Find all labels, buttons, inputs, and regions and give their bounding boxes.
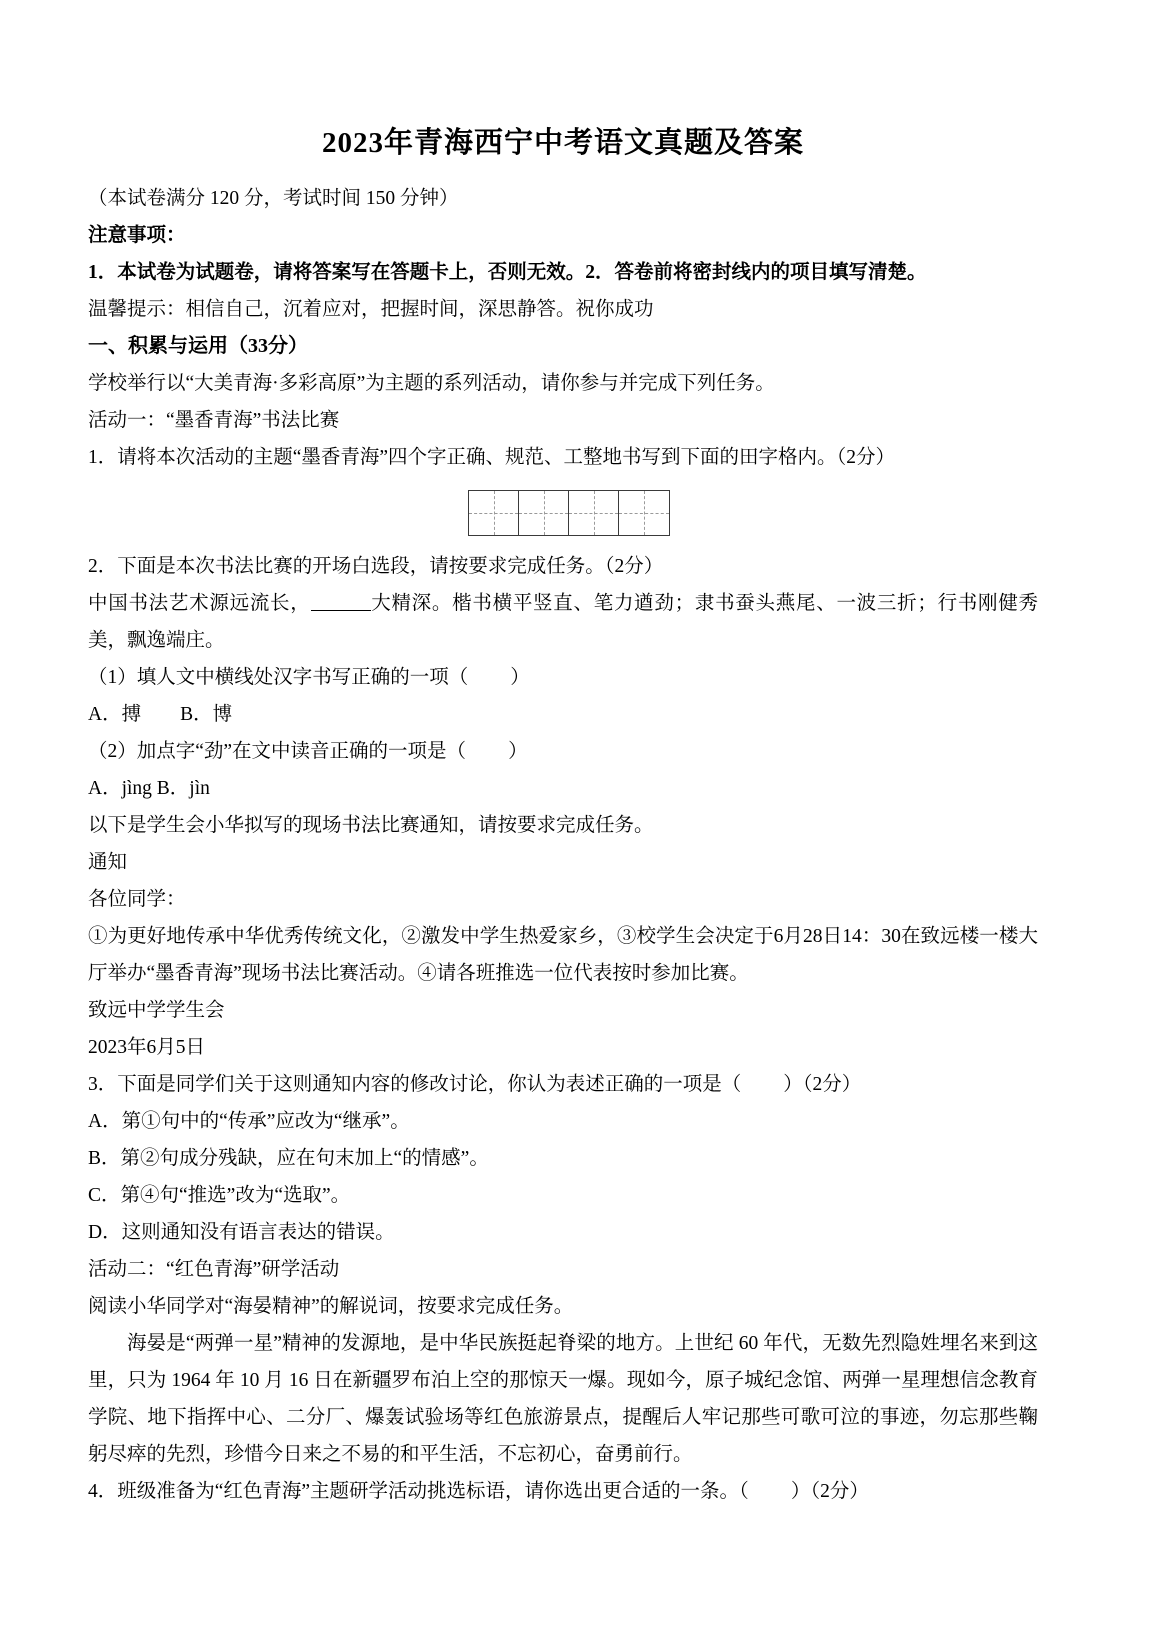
notice-heading: 注意事项：: [88, 225, 186, 247]
question-2-sub1-options: A．搏 B．博: [88, 704, 233, 726]
question-3-stem: [88, 1066, 1038, 1103]
question-2-sub2-options: A．jìng B．jìn: [88, 778, 210, 800]
question-4-stem-close: ）（2分）: [790, 1481, 869, 1503]
activity-two-lead-in: 阅读小华同学对“海晏精神”的解说词，按要求完成任务。: [88, 1296, 574, 1318]
activity-one-label: 活动一：“墨香青海”书法比赛: [88, 410, 340, 432]
question-2-sub1-prompt-close: ）: [510, 667, 530, 689]
question-2-passage-after: 大精深。楷书横平竖直、笔力遒劲；隶书蚕头燕尾、一波三折；行书刚健秀美，飘逸端庄。: [88, 593, 1038, 652]
question-4-stem-text: 4．班级准备为“红色青海”主题研学活动挑选标语，请你选出更合适的一条。（: [88, 1481, 749, 1503]
activity-two-label: 活动二：“红色青海”研学活动: [88, 1259, 340, 1281]
question-2-sub2-prompt-text: （2）加点字“劲”在文中读音正确的一项是（: [88, 741, 467, 763]
warm-tip: 温馨提示：相信自己，沉着应对，把握时间，深思静答。祝你成功: [88, 299, 654, 321]
notice-lead-in: 以下是学生会小华拟写的现场书法比赛通知，请按要求完成任务。: [88, 815, 654, 837]
question-3-stem-close: ）（2分）: [783, 1074, 862, 1096]
notice-title: 通知: [88, 852, 128, 874]
question-3-option-b: B．第②句成分残缺，应在句末加上“的情感”。: [88, 1148, 489, 1170]
section-one-intro: 学校举行以“大美青海·多彩高原”为主题的系列活动，请你参与并完成下列任务。: [88, 373, 775, 395]
question-4-stem: [88, 1473, 1038, 1510]
question-2-stem: 2．下面是本次书法比赛的开场白选段，请按要求完成任务。（2分）: [88, 556, 664, 578]
tianzige-cell: [569, 491, 619, 535]
question-2-sub1-prompt: [88, 659, 1038, 696]
notice-body-text: ①为更好地传承中华优秀传统文化，②激发中学生热爱家乡，③校学生会决定于6月28日14：30在致远楼一楼大厅举办“墨香青海”现场书法比赛活动。④请各班推选一位代表按时参加比赛。: [88, 926, 1038, 985]
question-2-sub2-prompt: [88, 733, 1038, 770]
exam-info: （本试卷满分 120 分，考试时间 150 分钟）: [88, 188, 459, 210]
activity-two-passage: 海晏是“两弹一星”精神的发源地，是中华民族挺起脊梁的地方。上世纪 60 年代，无数先烈隐姓埋名来到这里，只为 1964 年 10 月 16 日在新疆罗布泊上空的那惊天一爆。现如今，原子城纪念馆、两弹一星理想信念教育学院、地下指挥中心、二分厂、爆轰试验场等红色旅游景点，提醒后人牢记那些可歌可泣的事迹，勿忘那些鞠躬尽瘁的先烈，珍惜今日来之不易的和平生活，不忘初心，奋勇前行。: [88, 1333, 1038, 1466]
tianzige-grid: [468, 490, 670, 536]
question-3-option-d: D．这则通知没有语言表达的错误。: [88, 1222, 395, 1244]
notice-date: 2023年6月5日: [88, 1037, 206, 1059]
document-content: [88, 0, 1038, 1510]
question-2-sub1-prompt-text: （1）填人文中横线处汉字书写正确的一项（: [88, 667, 469, 689]
notice-salutation: 各位同学：: [88, 889, 186, 911]
question-2-passage: [88, 585, 1038, 659]
tianzige-cell: [519, 491, 569, 535]
tianzige-grid-wrapper: [100, 490, 1038, 536]
notice-body: 1．本试卷为试题卷，请将答案写在答题卡上，否则无效。2．答卷前将密封线内的项目填写清楚。: [88, 262, 927, 284]
tianzige-cell: [469, 491, 519, 535]
question-3-option-a: A．第①句中的“传承”应改为“继承”。: [88, 1111, 410, 1133]
question-3-option-c: C．第④句“推选”改为“选取”。: [88, 1185, 351, 1207]
question-2-passage-before: 中国书法艺术源远流长，: [88, 593, 311, 615]
section-one-heading: 一、积累与运用（33分）: [88, 335, 308, 358]
fill-in-blank-underline: [311, 610, 371, 611]
tianzige-cell: [619, 491, 669, 535]
question-1-text: 1．请将本次活动的主题“墨香青海”四个字正确、规范、工整地书写到下面的田字格内。（2分）: [88, 447, 896, 469]
notice-signature: 致远中学学生会: [88, 1000, 225, 1022]
question-2-sub2-prompt-close: ）: [508, 741, 528, 763]
question-3-stem-text: 3．下面是同学们关于这则通知内容的修改讨论，你认为表述正确的一项是（: [88, 1074, 742, 1096]
page-title: 2023年青海西宁中考语文真题及答案: [321, 127, 804, 159]
